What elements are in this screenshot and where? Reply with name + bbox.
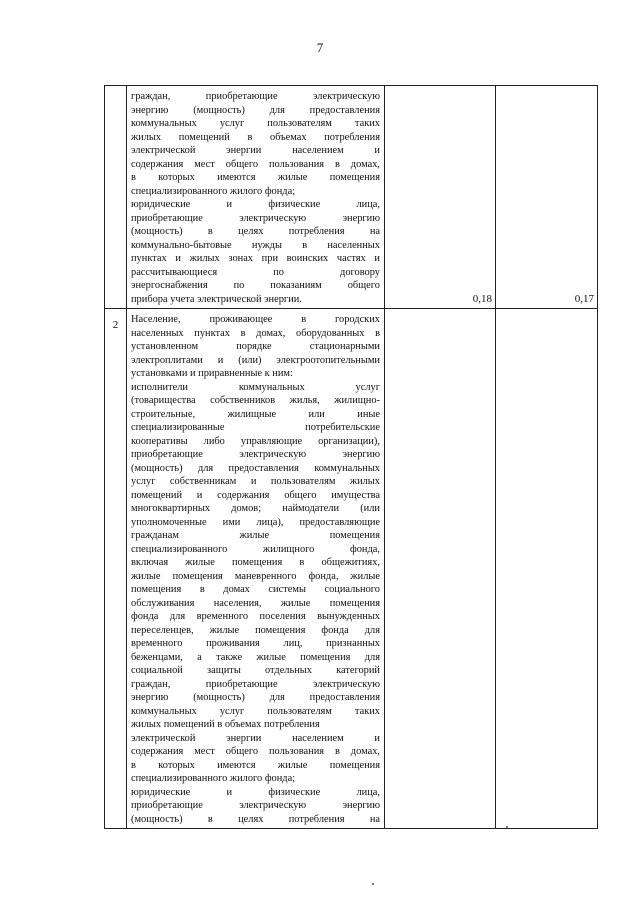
text-line: кооперативы либо управляющие организации), <box>131 435 380 447</box>
text-line: исполнители коммунальных услуг <box>131 381 380 393</box>
text-line: электрической энергии населением и <box>131 732 380 744</box>
text-line: граждан, приобретающие электрическую <box>131 678 380 690</box>
text-line: установками и приравненные к ним: <box>131 368 293 379</box>
text-line: приобретающие электрическую энергию <box>131 449 380 460</box>
text-line: (мощность) в целях потребления на <box>131 813 380 825</box>
text-line: (мощность) для предоставления коммунальных <box>131 462 380 474</box>
table-row <box>105 86 598 309</box>
row-number <box>105 86 126 96</box>
scan-speck <box>372 883 374 885</box>
tariff-value-cell-1 <box>385 309 496 829</box>
text-line: включая жилые помещения в общежитиях, <box>131 557 380 568</box>
text-line: уполномоченные ими лица), предоставляющие <box>131 516 380 528</box>
text-line: жилые помещения маневренного фонда, жилые <box>131 570 380 582</box>
text-line: коммунально-бытовые нужды в населенных <box>131 239 380 251</box>
text-line: временного проживания лиц, признанных <box>131 638 380 649</box>
text-line: юридические и физические лица, <box>131 199 380 210</box>
tariff-value-1: 0,18 <box>472 293 492 305</box>
tariff-table <box>104 85 598 829</box>
text-line: специализированные потребительские <box>131 422 380 433</box>
text-line: прибора учета электрической энергии. <box>131 293 302 305</box>
text-line: содержания мест общего пользования в домах, <box>131 158 380 170</box>
text-line: специализированного жилого фонда; <box>131 185 296 197</box>
scan-speck <box>506 826 508 828</box>
text-line: специализированного жилого фонда; <box>131 773 296 784</box>
text-line: гражданам жилые помещения <box>131 530 380 541</box>
text-line: обслуживания населения, жилые помещения <box>131 597 380 609</box>
text-line: рассчитывающиеся по договору <box>131 266 380 278</box>
text-line: фонда для временного поселения вынужденных <box>131 611 380 622</box>
text-line: коммунальных услуг пользователям таких <box>131 705 380 717</box>
text-line: электрической энергии населением и <box>131 145 380 156</box>
tariff-value-2 <box>496 825 597 828</box>
consumer-category-cell <box>127 309 385 829</box>
text-line: (мощность) в целях потребления на <box>131 226 380 237</box>
text-line: услуг собственникам и пользователям жилых <box>131 476 380 487</box>
text-line: беженцами, а также жилые помещения для <box>131 651 380 663</box>
row-number-cell <box>105 309 127 829</box>
text-line: приобретающие электрическую энергию <box>131 800 380 811</box>
text-line: энергоснабжения по показаниям общего <box>131 280 380 291</box>
table-row <box>105 309 598 829</box>
text-line: в которых имеются жилые помещения <box>131 759 380 771</box>
consumer-category-text <box>127 86 384 308</box>
row-number: 2 <box>112 319 119 331</box>
text-line: коммунальных услуг пользователям таких <box>131 118 380 129</box>
tariff-value-cell-2 <box>496 86 598 309</box>
table-body <box>105 86 598 829</box>
text-line: многоквартирных домов; наймодатели (или <box>131 503 380 514</box>
text-line: граждан, приобретающие электрическую <box>131 91 380 102</box>
text-line: (товарищества собственников жилья, жилищно- <box>131 395 380 406</box>
text-line: содержания мест общего пользования в домах, <box>131 746 380 757</box>
tariff-value-cell-2 <box>496 309 598 829</box>
text-line: энергию (мощность) для предоставления <box>131 104 380 116</box>
tariff-value-2: 0,17 <box>574 293 594 305</box>
tariff-value-cell-1 <box>385 86 496 309</box>
text-line: населенных пунктах в домах, оборудованных в <box>131 327 380 339</box>
text-line: приобретающие электрическую энергию <box>131 212 380 224</box>
text-line: помещений и содержания общего имущества <box>131 489 380 501</box>
text-line: юридические и физические лица, <box>131 786 380 798</box>
text-line: пунктах и жилых зонах при воинских частях и <box>131 253 380 264</box>
consumer-category-cell <box>127 86 385 309</box>
text-line: жилых помещений в объемах потребления <box>131 131 380 143</box>
text-line: строительные, жилищные или иные <box>131 408 380 420</box>
text-line: в которых имеются жилые помещения <box>131 172 380 183</box>
consumer-category-text <box>127 309 384 828</box>
page-number: 7 <box>316 40 324 55</box>
text-line: помещения в домах системы социального <box>131 584 380 595</box>
text-line: специализированного жилищного фонда, <box>131 543 380 555</box>
text-line: Население, проживающее в городских <box>131 314 380 325</box>
text-line: жилых помещений в объемах потребления <box>131 719 320 730</box>
text-line: энергию (мощность) для предоставления <box>131 692 380 703</box>
row-number-cell <box>105 86 127 309</box>
text-line: переселенцев, жилые помещения фонда для <box>131 624 380 636</box>
text-line: установленном порядке стационарными <box>131 341 380 352</box>
text-line: электроплитами и (или) электроотопительными <box>131 354 380 366</box>
tariff-value-1 <box>385 825 495 828</box>
text-line: социальной защиты отдельных категорий <box>131 665 380 676</box>
